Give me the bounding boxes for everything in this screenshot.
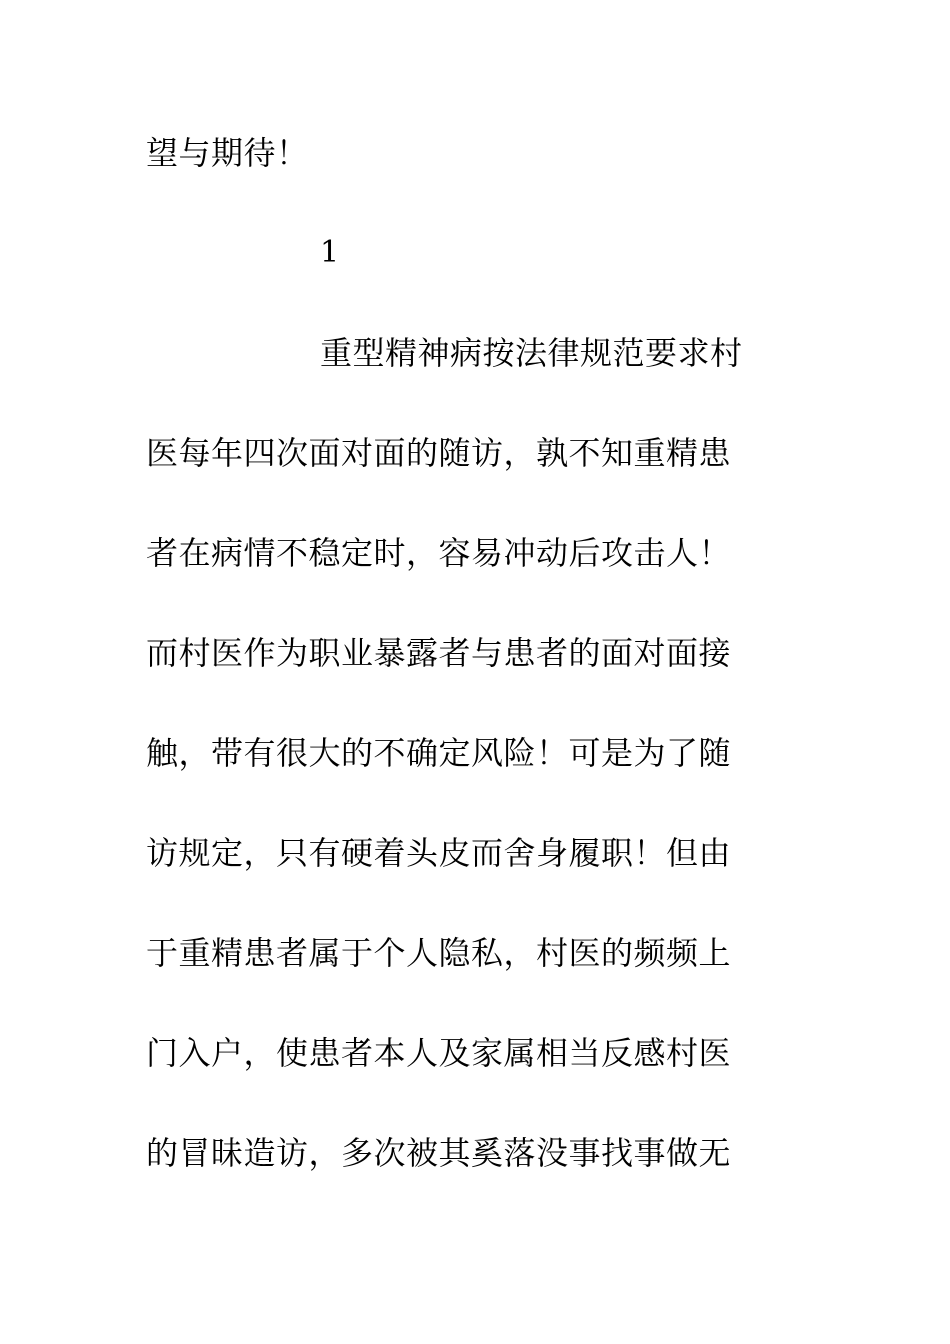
section-number: 1 <box>320 235 340 270</box>
text-line-1: 望与期待！ <box>146 134 309 172</box>
text-line-5: 而村医作为职业暴露者与患者的面对面接 <box>146 634 732 672</box>
paragraph-first-line: 重型精神病按法律规范要求村 <box>320 334 743 372</box>
text-line-6: 触，带有很大的不确定风险！可是为了随 <box>146 734 732 772</box>
text-line-10: 的冒昧造访，多次被其奚落没事找事做无 <box>146 1134 732 1172</box>
text-line-7: 访规定，只有硬着头皮而舍身履职！但由 <box>146 834 732 872</box>
text-line-9: 门入户，使患者本人及家属相当反感村医 <box>146 1034 732 1072</box>
text-line-3: 医每年四次面对面的随访，孰不知重精患 <box>146 434 732 472</box>
text-line-4: 者在病情不稳定时，容易冲动后攻击人！ <box>146 534 732 572</box>
text-line-8: 于重精患者属于个人隐私，村医的频频上 <box>146 934 732 972</box>
